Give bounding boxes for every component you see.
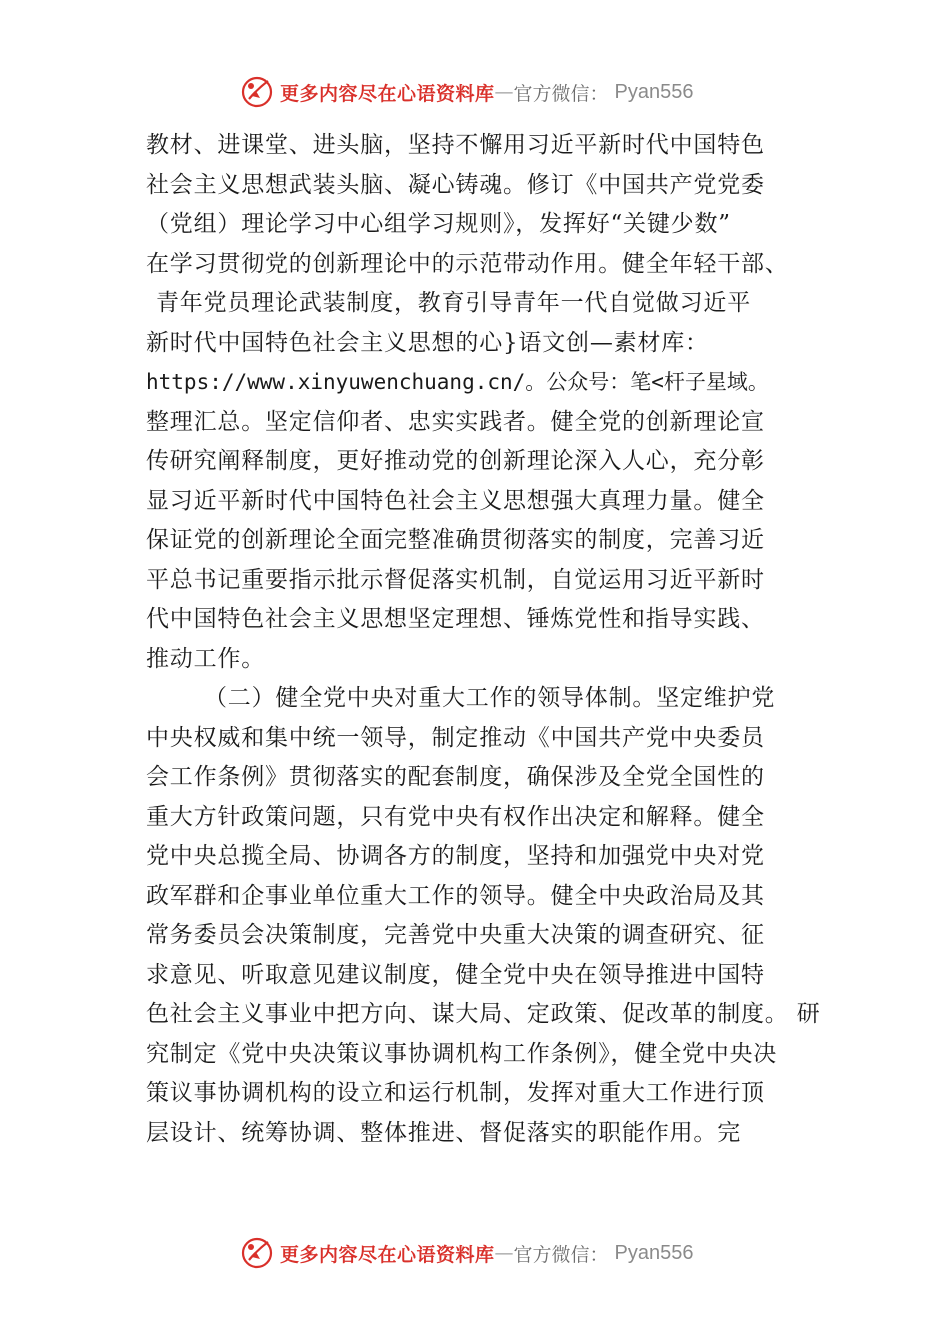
text-line: 中央权威和集中统一领导，制定推动《中国共产党中央委员 — [146, 724, 765, 751]
text-line: 政军群和企事业单位重大工作的领导。健全中央政治局及其 — [146, 882, 765, 909]
text-line: 传研究阐释制度，更好推动党的创新理论深入人心，充分彰 — [146, 448, 765, 474]
text-line: 显习近平新时代中国特色社会主义思想强大真理力量。健全 — [146, 487, 765, 514]
section-heading-line: （二）健全党中央对重大工作的领导体制。坚定维护党 — [204, 685, 776, 711]
text-line: 究制定《党中央决策议事协调机构工作条例》，健全党中央决 — [146, 1040, 778, 1067]
banner-wechat-id: Pyan556 — [614, 1241, 694, 1264]
quill-ink-logo-icon — [240, 1236, 274, 1270]
banner-official-text: 官方微信： — [513, 1243, 609, 1266]
text-line: 层设计、统筹协调、整体推进、督促落实的职能作用。完 — [146, 1119, 741, 1146]
text-line: 推动工作。 — [146, 645, 265, 672]
text-line: 保证党的创新理论全面完整准确贯彻落实的制度，完善习近 — [146, 527, 765, 553]
header-banner — [240, 74, 760, 110]
text-line: 策议事协调机构的设立和运行机制，发挥对重大工作进行顶 — [146, 1080, 765, 1106]
text-line: 常务委员会决策制度，完善党中央重大决策的调查研究、征 — [146, 922, 765, 948]
text-line-url: https://www.xinyuwenchuang.cn/。公众号：笔<杆子星域。 — [146, 370, 769, 394]
text-line: 代中国特色社会主义思想坚定理想、锤炼党性和指导实践、 — [146, 606, 765, 632]
banner-wechat-id: Pyan556 — [614, 80, 694, 103]
text-line: 重大方针政策问题，只有党中央有权作出决定和解释。健全 — [146, 803, 765, 830]
banner-official-text: 官方微信： — [513, 82, 609, 105]
banner-dash: — — [494, 1242, 514, 1264]
text-line: 会工作条例》贯彻落实的配套制度，确保涉及全党全国性的 — [146, 764, 765, 790]
text-line: 教材、进课堂、进头脑，坚持不懈用习近平新时代中国特色 — [146, 132, 765, 158]
text-line: 青年党员理论武装制度，教育引导青年一代自觉做习近平 — [156, 290, 751, 316]
text-line: 平总书记重要指示批示督促落实机制，自觉运用习近平新时 — [146, 566, 765, 593]
text-line: 整理汇总。坚定信仰者、忠实实践者。健全党的创新理论宣 — [146, 408, 765, 435]
banner-main-text: 更多内容尽在心语资料库 — [280, 82, 495, 105]
body-text — [146, 126, 821, 1153]
banner-dash: — — [494, 81, 514, 103]
text-line: 党中央总揽全局、协调各方的制度，坚持和加强党中央对党 — [146, 843, 765, 869]
text-line: 新时代中国特色社会主义思想的心}语文创—素材库： — [146, 329, 709, 356]
quill-ink-logo-icon — [240, 75, 274, 109]
text-line: 在学习贯彻党的创新理论中的示范带动作用。健全年轻干部、 — [146, 250, 789, 277]
banner-main-text: 更多内容尽在心语资料库 — [280, 1243, 495, 1266]
text-line: 色社会主义事业中把方向、谋大局、定政策、促改革的制度。 研 — [146, 1001, 821, 1027]
text-line: 求意见、听取意见建议制度，健全党中央在领导推进中国特 — [146, 961, 765, 988]
text-line: 社会主义思想武装头脑、凝心铸魂。修订《中国共产党党委 — [146, 171, 765, 198]
text-line: （党组）理论学习中心组学习规则》，发挥好“关键少数” — [146, 211, 731, 237]
footer-banner — [240, 1235, 760, 1271]
